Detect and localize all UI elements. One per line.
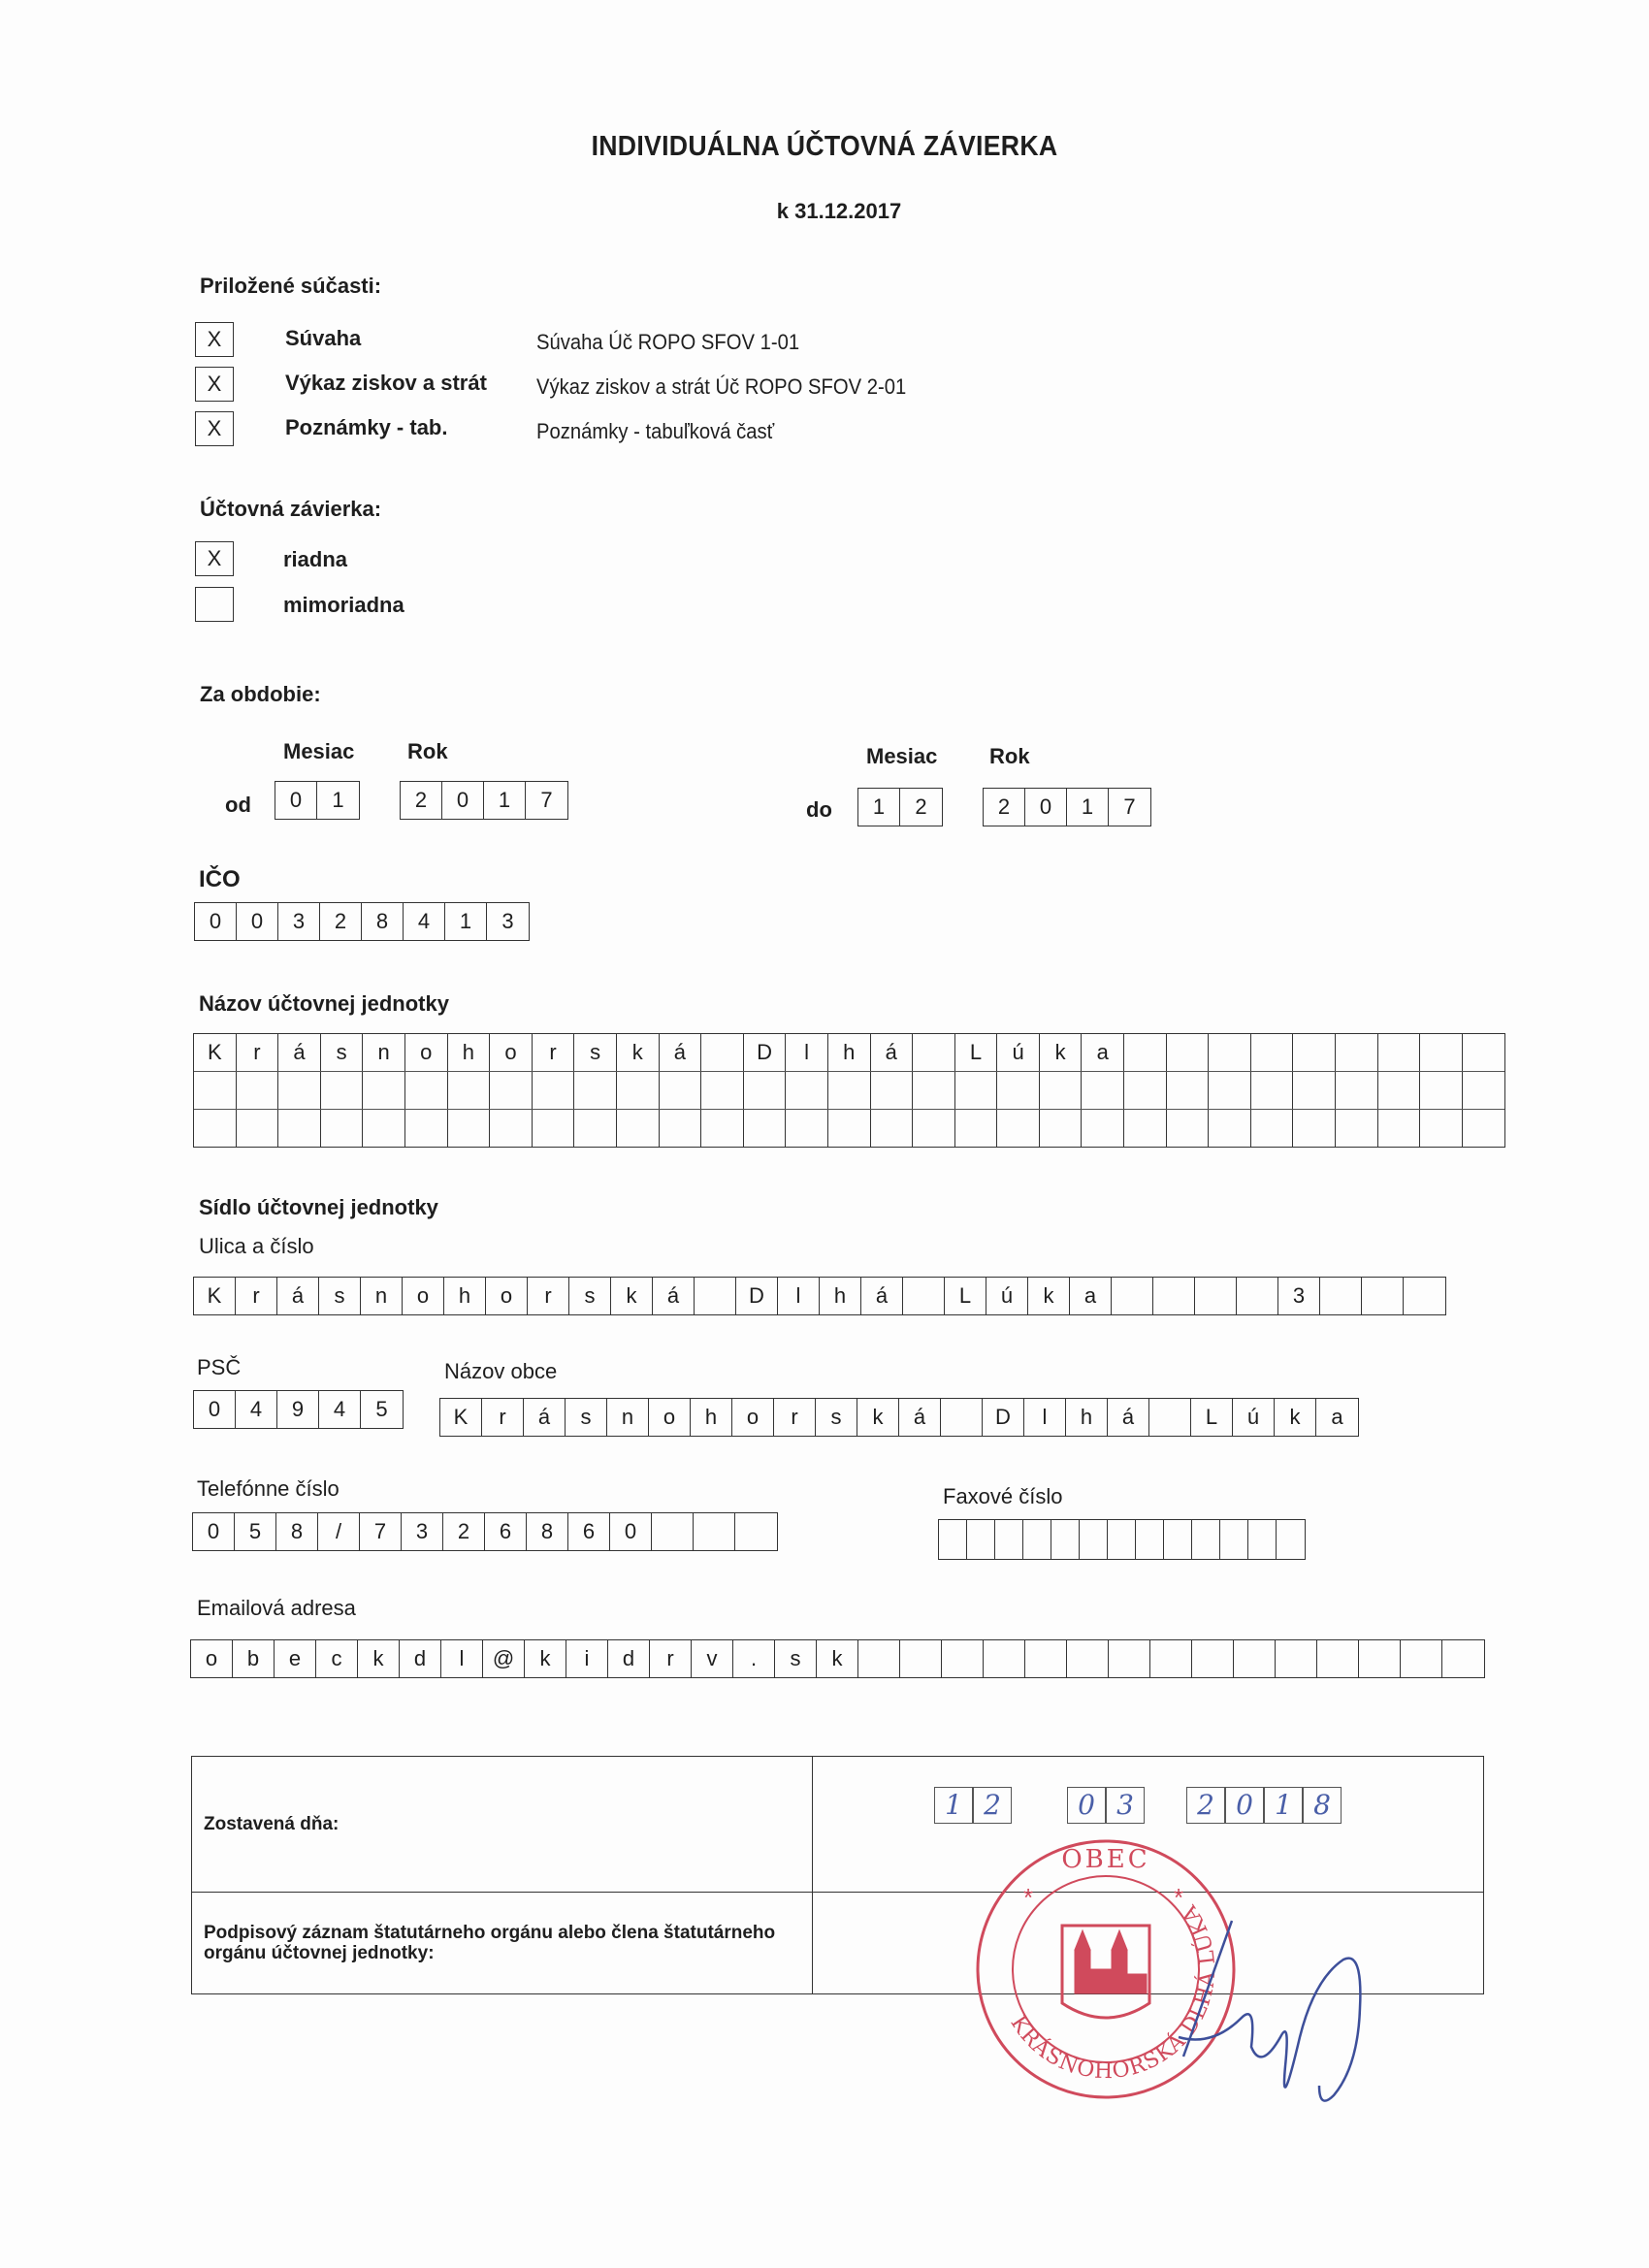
digit-cell: 0 bbox=[610, 1513, 652, 1550]
char-cell bbox=[828, 1072, 871, 1109]
char-cell bbox=[997, 1110, 1040, 1147]
char-cell bbox=[1359, 1640, 1401, 1677]
char-cell: r bbox=[482, 1399, 524, 1436]
char-cell: á bbox=[871, 1034, 914, 1071]
to-year-field[interactable] bbox=[983, 788, 1151, 826]
digit-cell: 8 bbox=[362, 903, 404, 940]
char-cell: á bbox=[660, 1034, 702, 1071]
char-cell bbox=[278, 1072, 321, 1109]
char-cell bbox=[900, 1640, 942, 1677]
digit-cell bbox=[735, 1513, 777, 1550]
psc-field[interactable] bbox=[193, 1390, 404, 1429]
char-cell bbox=[942, 1640, 984, 1677]
char-cell: á bbox=[861, 1278, 903, 1314]
char-cell: k bbox=[525, 1640, 566, 1677]
char-cell bbox=[1404, 1278, 1445, 1314]
char-cell: k bbox=[857, 1399, 899, 1436]
char-cell: h bbox=[444, 1278, 486, 1314]
phone-label: Telefónne číslo bbox=[197, 1476, 340, 1501]
char-cell bbox=[321, 1072, 364, 1109]
char-cell bbox=[1209, 1034, 1251, 1071]
char-cell: r bbox=[650, 1640, 692, 1677]
char-cell: a bbox=[1331, 1405, 1343, 1429]
from-year-field[interactable] bbox=[400, 781, 568, 820]
char-cell bbox=[1124, 1072, 1167, 1109]
char-cell bbox=[786, 1110, 828, 1147]
char-cell bbox=[941, 1399, 983, 1436]
char-cell: l bbox=[786, 1034, 828, 1071]
char-cell bbox=[1442, 1640, 1484, 1677]
street-field[interactable] bbox=[193, 1277, 1446, 1315]
char-cell: n bbox=[607, 1399, 649, 1436]
char-cell: b bbox=[233, 1640, 275, 1677]
char-cell bbox=[1378, 1072, 1421, 1109]
to-year-label: Rok bbox=[989, 744, 1030, 768]
char-cell bbox=[858, 1640, 900, 1677]
char-cell bbox=[1167, 1072, 1210, 1109]
sign-label: Podpisový záznam štatutárneho orgánu alebo člena štatutárneho orgánu účtovnej jednotky: bbox=[204, 1923, 776, 1963]
char-cell: á bbox=[653, 1278, 695, 1314]
email-field[interactable] bbox=[190, 1639, 1485, 1678]
compiled-month-field[interactable] bbox=[1067, 1787, 1145, 1824]
char-cell: D bbox=[736, 1278, 778, 1314]
char-cell bbox=[744, 1110, 787, 1147]
to-label: do bbox=[806, 797, 832, 822]
char-cell: s bbox=[574, 1034, 617, 1071]
digit-cell: 1 bbox=[445, 903, 487, 940]
statement-date: k 31.12.2017 bbox=[776, 199, 902, 223]
char-cell bbox=[278, 1110, 321, 1147]
char-cell: o bbox=[490, 1034, 533, 1071]
char-cell: k bbox=[617, 1034, 660, 1071]
char-cell: a bbox=[1082, 1034, 1124, 1071]
digit-cell: 0 bbox=[275, 782, 317, 819]
from-month-field[interactable] bbox=[275, 781, 360, 820]
char-cell bbox=[194, 1110, 237, 1147]
digit-cell: 0 bbox=[193, 1513, 235, 1550]
digit-cell: 2 bbox=[984, 789, 1025, 826]
char-cell bbox=[903, 1278, 945, 1314]
char-cell bbox=[1124, 1034, 1167, 1071]
char-cell: h bbox=[820, 1278, 861, 1314]
char-cell bbox=[1040, 1110, 1083, 1147]
char-cell bbox=[1153, 1278, 1195, 1314]
digit-cell: 5 bbox=[375, 1397, 388, 1421]
char-cell bbox=[1112, 1278, 1153, 1314]
statement-type-checkbox[interactable] bbox=[195, 587, 234, 622]
char-cell: s bbox=[566, 1399, 607, 1436]
char-cell: a bbox=[1070, 1278, 1112, 1314]
char-cell: o bbox=[732, 1399, 774, 1436]
handwritten-digit: 8 bbox=[1303, 1787, 1342, 1824]
entity-name-row bbox=[194, 1110, 1504, 1147]
char-cell bbox=[1124, 1110, 1167, 1147]
char-cell: s bbox=[816, 1399, 857, 1436]
digit-cell: 0 bbox=[442, 782, 484, 819]
char-cell bbox=[1109, 1640, 1150, 1677]
char-cell: k bbox=[358, 1640, 400, 1677]
ico-label: IČO bbox=[199, 866, 241, 892]
char-cell bbox=[490, 1110, 533, 1147]
char-cell: ú bbox=[986, 1278, 1028, 1314]
char-cell bbox=[871, 1110, 914, 1147]
char-cell: v bbox=[692, 1640, 733, 1677]
stamp-church-emblem bbox=[1062, 1926, 1149, 2018]
char-cell bbox=[1251, 1034, 1294, 1071]
compiled-day-field[interactable] bbox=[934, 1787, 1012, 1824]
char-cell: r bbox=[236, 1278, 277, 1314]
statement-type-label: mimoriadna bbox=[283, 593, 404, 617]
stamp-star-right: * bbox=[1174, 1883, 1184, 1912]
digit-cell: 8 bbox=[527, 1513, 568, 1550]
char-cell bbox=[1463, 1034, 1505, 1071]
digit-cell bbox=[1136, 1520, 1164, 1559]
char-cell: ú bbox=[1233, 1399, 1275, 1436]
statement-type-checkbox[interactable]: X bbox=[195, 541, 234, 576]
from-label: od bbox=[225, 793, 251, 817]
char-cell: ú bbox=[997, 1034, 1040, 1071]
char-cell bbox=[1420, 1072, 1463, 1109]
attachment-description: Výkaz ziskov a strát Úč ROPO SFOV 2-01 bbox=[536, 374, 907, 399]
char-cell bbox=[786, 1072, 828, 1109]
char-cell: á bbox=[1108, 1399, 1149, 1436]
char-cell bbox=[237, 1110, 279, 1147]
char-cell bbox=[363, 1110, 405, 1147]
char-cell: h bbox=[448, 1034, 491, 1071]
char-cell: k bbox=[1275, 1399, 1316, 1436]
char-cell: r bbox=[774, 1399, 816, 1436]
char-cell bbox=[574, 1110, 617, 1147]
city-label: Názov obce bbox=[444, 1359, 558, 1383]
digit-cell: 0 bbox=[195, 903, 237, 940]
char-cell: k bbox=[817, 1640, 858, 1677]
attachment-name: Poznámky - tab. bbox=[285, 415, 448, 439]
char-cell bbox=[1401, 1640, 1442, 1677]
from-month-label: Mesiac bbox=[283, 739, 355, 763]
compiled-label-cell bbox=[192, 1757, 813, 1893]
fax-field[interactable] bbox=[938, 1519, 1306, 1560]
from-year-label: Rok bbox=[407, 739, 448, 763]
attachment-name: Výkaz ziskov a strát bbox=[285, 371, 487, 395]
entity-name-field[interactable] bbox=[193, 1033, 1505, 1148]
digit-cell: 2 bbox=[915, 794, 927, 819]
char-cell: K bbox=[194, 1034, 237, 1071]
char-cell bbox=[984, 1640, 1025, 1677]
char-cell bbox=[1234, 1640, 1276, 1677]
char-cell: á bbox=[524, 1399, 566, 1436]
char-cell bbox=[617, 1072, 660, 1109]
char-cell bbox=[533, 1110, 575, 1147]
digit-cell bbox=[995, 1520, 1023, 1559]
digit-cell: 1 bbox=[858, 789, 900, 826]
digit-cell: 7 bbox=[540, 788, 553, 812]
digit-cell: 2 bbox=[401, 782, 442, 819]
attachment-checkbox[interactable]: X bbox=[195, 367, 234, 402]
digit-cell bbox=[1080, 1520, 1108, 1559]
digit-cell: 7 bbox=[1123, 794, 1136, 819]
handwritten-digit: 3 bbox=[1106, 1787, 1145, 1824]
char-cell bbox=[1463, 1110, 1505, 1147]
digit-cell: 5 bbox=[235, 1513, 276, 1550]
char-cell: r bbox=[533, 1034, 575, 1071]
char-cell: 3 bbox=[1278, 1278, 1320, 1314]
char-cell: K bbox=[440, 1399, 482, 1436]
char-cell bbox=[237, 1072, 279, 1109]
char-cell bbox=[1420, 1110, 1463, 1147]
attachments-heading: Priložené súčasti: bbox=[200, 274, 382, 298]
digit-cell: 4 bbox=[319, 1391, 361, 1428]
digit-cell: 1 bbox=[332, 788, 344, 812]
char-cell bbox=[913, 1034, 955, 1071]
char-cell bbox=[1336, 1110, 1378, 1147]
compiled-year-field[interactable] bbox=[1186, 1787, 1342, 1824]
sign-label-cell bbox=[192, 1893, 813, 1994]
char-cell bbox=[955, 1072, 998, 1109]
char-cell bbox=[955, 1110, 998, 1147]
char-cell: á bbox=[277, 1278, 319, 1314]
digit-cell: 3 bbox=[278, 903, 320, 940]
char-cell bbox=[533, 1072, 575, 1109]
char-cell bbox=[490, 1072, 533, 1109]
stamp-star-left: * bbox=[1023, 1883, 1034, 1912]
char-cell: i bbox=[566, 1640, 608, 1677]
handwritten-digit: 2 bbox=[1186, 1787, 1225, 1824]
char-cell bbox=[1209, 1072, 1251, 1109]
digit-cell bbox=[1248, 1520, 1277, 1559]
char-cell bbox=[997, 1072, 1040, 1109]
attachment-checkbox[interactable]: X bbox=[195, 411, 234, 446]
char-cell bbox=[1378, 1034, 1421, 1071]
char-cell bbox=[1150, 1640, 1192, 1677]
digit-cell: 1 bbox=[484, 782, 526, 819]
document-title: INDIVIDUÁLNA ÚČTOVNÁ ZÁVIERKA bbox=[591, 131, 1058, 162]
digit-cell bbox=[1220, 1520, 1248, 1559]
char-cell: d bbox=[400, 1640, 441, 1677]
char-cell: h bbox=[691, 1399, 732, 1436]
char-cell: r bbox=[237, 1034, 279, 1071]
handwritten-digit: 0 bbox=[1067, 1787, 1106, 1824]
digit-cell: 3 bbox=[501, 909, 514, 933]
digit-cell bbox=[967, 1520, 995, 1559]
char-cell bbox=[695, 1278, 736, 1314]
char-cell bbox=[1378, 1110, 1421, 1147]
to-month-field[interactable] bbox=[857, 788, 943, 826]
char-cell bbox=[1276, 1640, 1317, 1677]
attachment-description: Poznámky - tabuľková časť bbox=[536, 419, 775, 443]
char-cell bbox=[1293, 1072, 1336, 1109]
digit-cell: 2 bbox=[320, 903, 362, 940]
digit-cell bbox=[1192, 1520, 1220, 1559]
digit-cell bbox=[1277, 1520, 1305, 1559]
attachment-name: Súvaha bbox=[285, 326, 362, 350]
char-cell: k bbox=[611, 1278, 653, 1314]
char-cell bbox=[194, 1072, 237, 1109]
statement-type-heading: Účtovná závierka: bbox=[200, 497, 382, 521]
char-cell bbox=[1237, 1278, 1278, 1314]
char-cell bbox=[913, 1110, 955, 1147]
char-cell bbox=[405, 1110, 448, 1147]
char-cell bbox=[1209, 1110, 1251, 1147]
handwritten-digit: 1 bbox=[1264, 1787, 1303, 1824]
char-cell bbox=[1251, 1110, 1294, 1147]
statement-type-label: riadna bbox=[283, 547, 348, 571]
char-cell bbox=[1420, 1034, 1463, 1071]
char-cell: s bbox=[569, 1278, 611, 1314]
char-cell bbox=[660, 1110, 702, 1147]
char-cell bbox=[1025, 1640, 1067, 1677]
char-cell bbox=[617, 1110, 660, 1147]
char-cell bbox=[1293, 1110, 1336, 1147]
char-cell: e bbox=[275, 1640, 316, 1677]
compiled-label: Zostavená dňa: bbox=[204, 1813, 340, 1834]
char-cell bbox=[913, 1072, 955, 1109]
char-cell: l bbox=[778, 1278, 820, 1314]
digit-cell bbox=[939, 1520, 967, 1559]
handwritten-digit: 2 bbox=[973, 1787, 1012, 1824]
char-cell bbox=[701, 1034, 744, 1071]
char-cell: k bbox=[1040, 1034, 1083, 1071]
handwritten-digit: 0 bbox=[1225, 1787, 1264, 1824]
handwritten-digit: 1 bbox=[934, 1787, 973, 1824]
char-cell bbox=[744, 1072, 787, 1109]
char-cell: n bbox=[361, 1278, 403, 1314]
char-cell: o bbox=[649, 1399, 691, 1436]
email-label: Emailová adresa bbox=[197, 1596, 356, 1620]
char-cell bbox=[1251, 1072, 1294, 1109]
char-cell: D bbox=[744, 1034, 787, 1071]
char-cell bbox=[1195, 1278, 1237, 1314]
char-cell bbox=[1167, 1110, 1210, 1147]
char-cell: l bbox=[441, 1640, 483, 1677]
char-cell: L bbox=[945, 1278, 986, 1314]
char-cell bbox=[405, 1072, 448, 1109]
char-cell bbox=[1317, 1640, 1359, 1677]
char-cell: d bbox=[608, 1640, 650, 1677]
char-cell: o bbox=[191, 1640, 233, 1677]
char-cell bbox=[321, 1110, 364, 1147]
char-cell: L bbox=[1191, 1399, 1233, 1436]
char-cell: s bbox=[319, 1278, 361, 1314]
char-cell bbox=[1082, 1072, 1124, 1109]
char-cell: D bbox=[983, 1399, 1024, 1436]
entity-name-row bbox=[194, 1072, 1504, 1110]
digit-cell bbox=[652, 1513, 694, 1550]
city-field[interactable] bbox=[439, 1398, 1359, 1437]
char-cell: o bbox=[486, 1278, 528, 1314]
char-cell: . bbox=[733, 1640, 775, 1677]
digit-cell: 7 bbox=[360, 1513, 402, 1550]
char-cell bbox=[1192, 1640, 1234, 1677]
char-cell: c bbox=[316, 1640, 358, 1677]
digit-cell bbox=[1164, 1520, 1192, 1559]
char-cell bbox=[1320, 1278, 1362, 1314]
digit-cell: 9 bbox=[277, 1391, 319, 1428]
char-cell bbox=[1463, 1072, 1505, 1109]
handwritten-signature bbox=[1174, 1901, 1387, 2134]
char-cell bbox=[363, 1072, 405, 1109]
char-cell: o bbox=[403, 1278, 444, 1314]
digit-cell: 3 bbox=[402, 1513, 443, 1550]
char-cell: s bbox=[321, 1034, 364, 1071]
char-cell bbox=[871, 1072, 914, 1109]
digit-cell: 2 bbox=[443, 1513, 485, 1550]
entity-name-label: Názov účtovnej jednotky bbox=[199, 991, 449, 1016]
attachment-description: Súvaha Úč ROPO SFOV 1-01 bbox=[536, 330, 800, 354]
to-month-label: Mesiac bbox=[866, 744, 938, 768]
fax-label: Faxové číslo bbox=[943, 1484, 1063, 1508]
stamp-top-text: OBEC bbox=[1061, 1845, 1150, 1874]
char-cell bbox=[1167, 1034, 1210, 1071]
char-cell bbox=[1040, 1072, 1083, 1109]
ico-field[interactable] bbox=[194, 902, 530, 941]
digit-cell: 6 bbox=[568, 1513, 610, 1550]
digit-cell: 6 bbox=[485, 1513, 527, 1550]
char-cell: @ bbox=[483, 1640, 525, 1677]
digit-cell bbox=[1051, 1520, 1080, 1559]
char-cell: s bbox=[775, 1640, 817, 1677]
char-cell bbox=[448, 1072, 491, 1109]
char-cell bbox=[1082, 1110, 1124, 1147]
char-cell: K bbox=[194, 1278, 236, 1314]
digit-cell bbox=[1023, 1520, 1051, 1559]
period-heading: Za obdobie: bbox=[200, 682, 321, 706]
digit-cell: 4 bbox=[236, 1391, 277, 1428]
digit-cell: 0 bbox=[194, 1391, 236, 1428]
char-cell: L bbox=[955, 1034, 998, 1071]
char-cell: r bbox=[528, 1278, 569, 1314]
char-cell: o bbox=[405, 1034, 448, 1071]
char-cell bbox=[1067, 1640, 1109, 1677]
char-cell bbox=[1336, 1034, 1378, 1071]
psc-label: PSČ bbox=[197, 1355, 242, 1379]
address-heading: Sídlo účtovnej jednotky bbox=[199, 1195, 438, 1219]
char-cell: n bbox=[363, 1034, 405, 1071]
char-cell bbox=[1293, 1034, 1336, 1071]
digit-cell bbox=[1108, 1520, 1136, 1559]
digit-cell: 4 bbox=[404, 903, 445, 940]
char-cell: á bbox=[899, 1399, 941, 1436]
char-cell: h bbox=[828, 1034, 871, 1071]
char-cell bbox=[574, 1072, 617, 1109]
digit-cell: 1 bbox=[1067, 789, 1109, 826]
digit-cell: 0 bbox=[1025, 789, 1067, 826]
char-cell: k bbox=[1028, 1278, 1070, 1314]
street-label: Ulica a číslo bbox=[199, 1234, 314, 1258]
char-cell bbox=[701, 1110, 744, 1147]
entity-name-row bbox=[194, 1034, 1504, 1072]
digit-cell: 0 bbox=[237, 903, 278, 940]
char-cell bbox=[828, 1110, 871, 1147]
char-cell bbox=[701, 1072, 744, 1109]
stamp-ring-path-text: KRÁSNOHORSKÁ DLHÁ LÚKA bbox=[1005, 1899, 1221, 2085]
attachment-checkbox[interactable]: X bbox=[195, 322, 234, 357]
char-cell: h bbox=[1066, 1399, 1108, 1436]
char-cell bbox=[660, 1072, 702, 1109]
char-cell bbox=[1149, 1399, 1191, 1436]
phone-field[interactable] bbox=[192, 1512, 778, 1551]
digit-cell bbox=[694, 1513, 735, 1550]
char-cell bbox=[1336, 1072, 1378, 1109]
char-cell bbox=[1362, 1278, 1404, 1314]
digit-cell: 8 bbox=[276, 1513, 318, 1550]
digit-cell: / bbox=[318, 1513, 360, 1550]
char-cell: á bbox=[278, 1034, 321, 1071]
char-cell: l bbox=[1024, 1399, 1066, 1436]
char-cell bbox=[448, 1110, 491, 1147]
